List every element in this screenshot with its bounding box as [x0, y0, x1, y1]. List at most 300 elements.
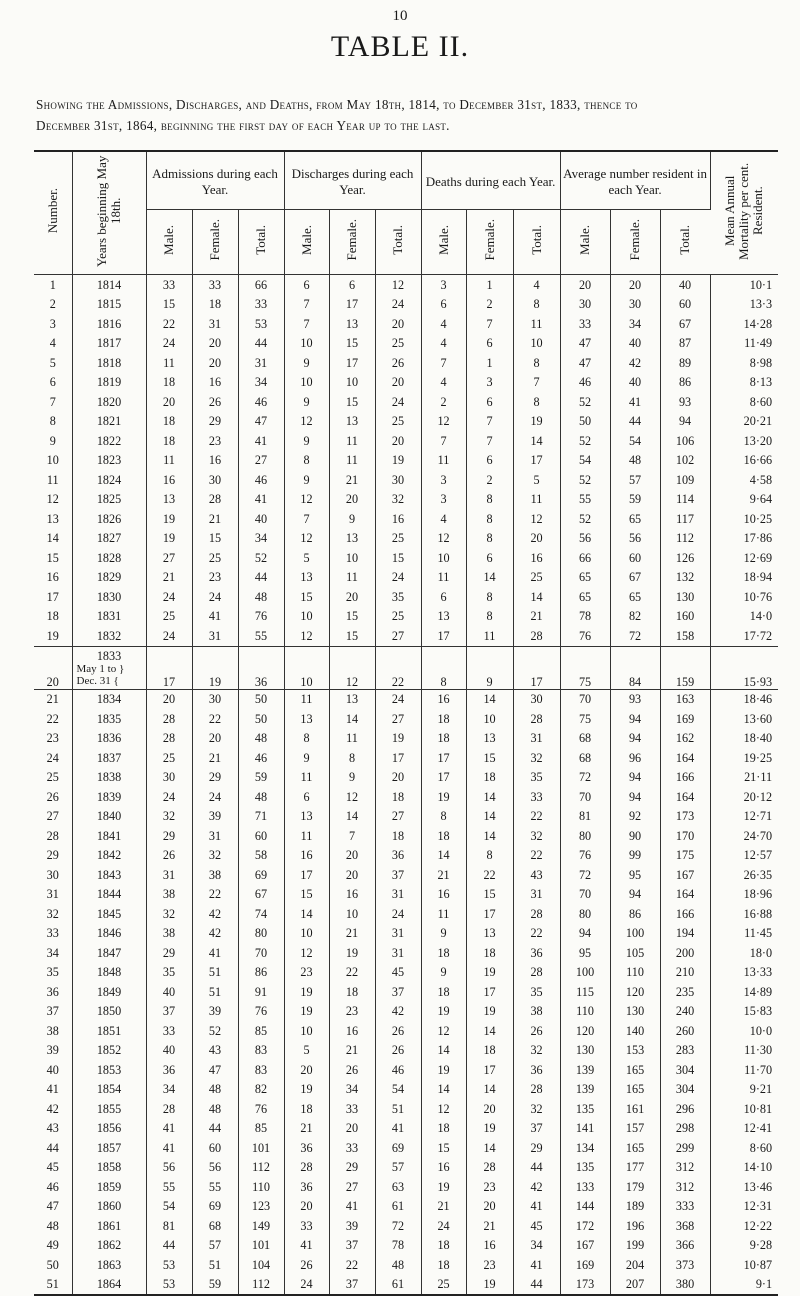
cell-value: 5 — [513, 470, 560, 490]
cell-value: 22 — [192, 885, 238, 905]
cell-value: 48 — [238, 587, 284, 607]
cell-value: 6 — [466, 334, 513, 354]
table-row — [34, 1197, 778, 1217]
cell-year: 1832 — [72, 626, 146, 646]
cell-value: 94 — [560, 924, 610, 944]
cell-value: 9 — [284, 392, 329, 412]
cell-value: 17 — [421, 768, 466, 788]
cell-number: 24 — [34, 748, 72, 768]
cell-number: 11 — [34, 470, 72, 490]
cell-value: 19 — [146, 509, 192, 529]
cell-value: 3 — [421, 490, 466, 510]
cell-value: 20 — [329, 1119, 375, 1139]
cell-year: 1816 — [72, 314, 146, 334]
table-row — [34, 529, 778, 549]
cell-value: 162 — [660, 729, 710, 749]
cell-value: 24 — [192, 587, 238, 607]
cell-value: 19 — [421, 1060, 466, 1080]
cell-value: 13 — [284, 568, 329, 588]
cell-mortality: 20·21 — [743, 414, 773, 429]
cell-value: 140 — [610, 1021, 660, 1041]
cell-value: 19 — [466, 1002, 513, 1022]
cell-value: 8 — [466, 509, 513, 529]
cell-value: 7 — [466, 412, 513, 432]
cell-value: 69 — [375, 1138, 421, 1158]
table-body-1834-1864 — [34, 689, 778, 1295]
cell-value: 24 — [375, 904, 421, 924]
cell-value: 37 — [375, 865, 421, 885]
cell-mortality: 14·28 — [743, 316, 773, 331]
cell-value: 19 — [513, 412, 560, 432]
cell-value: 41 — [329, 1197, 375, 1217]
cell-value: 11 — [329, 431, 375, 451]
cell-mortality: 18·46 — [710, 689, 778, 709]
cell-value: 33 — [238, 295, 284, 315]
cell-value: 74 — [238, 904, 284, 924]
cell-value: 81 — [146, 1216, 192, 1236]
cell-number: 20 — [34, 646, 72, 689]
cell-mortality: 13·20 — [743, 433, 773, 448]
cell-value: 24 — [146, 334, 192, 354]
cell-mortality: 18·94 — [743, 570, 773, 585]
cell-value: 23 — [329, 1002, 375, 1022]
cell-value: 12 — [284, 412, 329, 432]
cell-value: 19 — [284, 982, 329, 1002]
cell-year: 1844 — [72, 885, 146, 905]
cell-value: 8 — [421, 807, 466, 827]
cell-value: 13 — [421, 607, 466, 627]
cell-value: 51 — [192, 963, 238, 983]
cell-value: 169 — [660, 709, 710, 729]
cell-mortality: 10·81 — [743, 1101, 773, 1116]
cell-value: 23 — [192, 568, 238, 588]
cell-value: 16 — [466, 1236, 513, 1256]
cell-value: 19 — [375, 729, 421, 749]
cell-value: 130 — [660, 587, 710, 607]
cell-value: 34 — [329, 1080, 375, 1100]
cell-value: 22 — [329, 1255, 375, 1275]
table-row — [34, 1158, 778, 1178]
cell-value: 86 — [238, 963, 284, 983]
table-row — [34, 607, 778, 627]
cell-number: 47 — [34, 1197, 72, 1217]
cell-value: 36 — [284, 1138, 329, 1158]
cell-value: 8 — [284, 729, 329, 749]
cell-value: 240 — [660, 1002, 710, 1022]
cell-value: 11 — [146, 451, 192, 471]
cell-value: 164 — [660, 787, 710, 807]
cell-value: 112 — [238, 1158, 284, 1178]
table-row — [34, 1080, 778, 1100]
cell-year: 1861 — [72, 1216, 146, 1236]
header-deaths: Deaths during each Year. — [421, 151, 560, 210]
cell-number: 25 — [34, 768, 72, 788]
cell-value: 11 — [329, 451, 375, 471]
cell-number: 29 — [34, 846, 72, 866]
cell-number: 21 — [34, 689, 72, 709]
cell-value: 47 — [560, 353, 610, 373]
cell-value: 20 — [192, 729, 238, 749]
cell-value: 7 — [329, 826, 375, 846]
cell-value: 52 — [238, 548, 284, 568]
cell-mortality: 10·76 — [743, 589, 773, 604]
cell-value: 25 — [375, 412, 421, 432]
cell-value: 135 — [560, 1099, 610, 1119]
header-discharges: Discharges during each Year. — [284, 151, 421, 210]
cell-value: 42 — [192, 924, 238, 944]
cell-value: 94 — [610, 709, 660, 729]
cell-value: 36 — [146, 1060, 192, 1080]
cell-value: 32 — [146, 904, 192, 924]
cell-value: 69 — [192, 1197, 238, 1217]
cell-value: 9 — [329, 768, 375, 788]
cell-value: 41 — [192, 607, 238, 627]
cell-year: 1849 — [72, 982, 146, 1002]
cell-value: 14 — [466, 1021, 513, 1041]
cell-value: 51 — [375, 1099, 421, 1119]
cell-mortality: 11·30 — [744, 1043, 773, 1058]
header-discharges-total: Total. — [375, 210, 421, 275]
cell-year: 1827 — [72, 529, 146, 549]
cell-value: 139 — [560, 1080, 610, 1100]
cell-value: 35 — [375, 587, 421, 607]
cell-mortality: 16·88 — [743, 906, 773, 921]
cell-value: 85 — [238, 1021, 284, 1041]
cell-value: 28 — [513, 904, 560, 924]
cell-value: 26 — [146, 846, 192, 866]
cell-value: 27 — [146, 548, 192, 568]
cell-value: 17 — [146, 646, 192, 689]
cell-value: 25 — [146, 748, 192, 768]
cell-value: 1 — [466, 353, 513, 373]
cell-year: 1838 — [72, 768, 146, 788]
cell-value: 94 — [610, 787, 660, 807]
cell-value: 41 — [146, 1119, 192, 1139]
cell-value: 47 — [238, 412, 284, 432]
cell-value: 30 — [375, 470, 421, 490]
page-number: 10 — [392, 8, 408, 24]
cell-value: 7 — [421, 431, 466, 451]
cell-value: 76 — [238, 607, 284, 627]
cell-mortality: 11·49 — [744, 336, 773, 351]
cell-value: 17 — [329, 353, 375, 373]
cell-year: 1846 — [72, 924, 146, 944]
cell-value: 6 — [284, 787, 329, 807]
cell-value: 161 — [610, 1099, 660, 1119]
header-discharges-male: Male. — [284, 210, 329, 275]
cell-number: 15 — [34, 548, 72, 568]
cell-value: 16 — [421, 689, 466, 709]
cell-value: 53 — [146, 1275, 192, 1296]
cell-value: 24 — [375, 568, 421, 588]
table-row — [34, 1002, 778, 1022]
cell-value: 21 — [421, 1197, 466, 1217]
cell-value: 12 — [421, 1021, 466, 1041]
cell-value: 65 — [610, 509, 660, 529]
cell-year: 1840 — [72, 807, 146, 827]
cell-value: 28 — [513, 1080, 560, 1100]
cell-value: 99 — [610, 846, 660, 866]
cell-value: 114 — [660, 490, 710, 510]
cell-value: 153 — [610, 1041, 660, 1061]
table-row — [34, 295, 778, 315]
cell-value: 40 — [610, 334, 660, 354]
cell-value: 26 — [375, 1021, 421, 1041]
cell-value: 18 — [421, 709, 466, 729]
cell-value: 33 — [146, 1021, 192, 1041]
cell-value: 20 — [375, 314, 421, 334]
cell-value: 33 — [560, 314, 610, 334]
cell-value: 14 — [466, 807, 513, 827]
header-average-total: Total. — [677, 225, 693, 255]
cell-value: 12 — [421, 412, 466, 432]
cell-value: 85 — [238, 1119, 284, 1139]
cell-year: 1847 — [72, 943, 146, 963]
cell-number: 27 — [34, 807, 72, 827]
cell-mortality: 8·98 — [749, 355, 773, 370]
cell-year: 1833 — [96, 648, 122, 663]
cell-mortality: 14·10 — [743, 1160, 773, 1175]
cell-number: 4 — [34, 334, 72, 354]
cell-value: 78 — [560, 607, 610, 627]
cell-value: 21 — [329, 470, 375, 490]
cell-value: 26 — [375, 353, 421, 373]
cell-value: 4 — [421, 334, 466, 354]
cell-value: 18 — [375, 787, 421, 807]
cell-value: 24 — [421, 1216, 466, 1236]
cell-value: 48 — [238, 787, 284, 807]
cell-value: 13 — [329, 529, 375, 549]
cell-value: 52 — [192, 1021, 238, 1041]
cell-value: 6 — [466, 548, 513, 568]
cell-value: 47 — [560, 334, 610, 354]
cell-value: 47 — [192, 1060, 238, 1080]
cell-value: 8 — [284, 451, 329, 471]
cell-value: 42 — [513, 1177, 560, 1197]
cell-mortality: 13·33 — [743, 965, 773, 980]
cell-value: 51 — [192, 982, 238, 1002]
cell-value: 126 — [660, 548, 710, 568]
cell-value: 24 — [375, 295, 421, 315]
cell-value: 38 — [146, 885, 192, 905]
cell-value: 33 — [146, 275, 192, 295]
cell-value: 18 — [421, 729, 466, 749]
cell-value: 165 — [610, 1080, 660, 1100]
cell-number: 37 — [34, 1002, 72, 1022]
cell-value: 18 — [421, 826, 466, 846]
cell-value: 169 — [560, 1255, 610, 1275]
cell-value: 20 — [329, 490, 375, 510]
cell-mortality: 21·11 — [744, 770, 773, 785]
cell-value: 50 — [560, 412, 610, 432]
cell-value: 9 — [284, 470, 329, 490]
cell-value: 133 — [560, 1177, 610, 1197]
cell-value: 160 — [660, 607, 710, 627]
cell-value: 4 — [513, 275, 560, 295]
cell-value: 44 — [610, 412, 660, 432]
table-row — [34, 470, 778, 490]
cell-value: 31 — [375, 885, 421, 905]
cell-value: 18 — [329, 982, 375, 1002]
cell-value: 19 — [284, 1080, 329, 1100]
cell-value: 25 — [513, 568, 560, 588]
cell-value: 18 — [421, 1236, 466, 1256]
cell-value: 56 — [610, 529, 660, 549]
table-row — [34, 509, 778, 529]
cell-value: 60 — [610, 548, 660, 568]
header-admissions-female: Female. — [192, 210, 238, 275]
cell-value: 120 — [610, 982, 660, 1002]
cell-mortality: 17·86 — [743, 531, 773, 546]
cell-mortality: 12·71 — [743, 809, 773, 824]
table-row — [34, 689, 778, 709]
cell-value: 14 — [466, 1138, 513, 1158]
cell-value: 16 — [375, 509, 421, 529]
cell-value: 23 — [284, 963, 329, 983]
cell-value: 163 — [660, 689, 710, 709]
cell-value: 19 — [466, 1119, 513, 1139]
cell-value: 17 — [466, 982, 513, 1002]
cell-value: 12 — [329, 787, 375, 807]
cell-value: 104 — [238, 1255, 284, 1275]
cell-year: 1820 — [72, 392, 146, 412]
cell-value: 54 — [375, 1080, 421, 1100]
cell-value: 80 — [560, 904, 610, 924]
cell-year: 1854 — [72, 1080, 146, 1100]
cell-value: 8 — [466, 846, 513, 866]
cell-value: 17 — [466, 904, 513, 924]
cell-value: 66 — [560, 548, 610, 568]
cell-value: 50 — [238, 709, 284, 729]
cell-value: 373 — [660, 1255, 710, 1275]
cell-year: 1828 — [72, 548, 146, 568]
cell-year: 1853 — [72, 1060, 146, 1080]
cell-value: 20 — [610, 275, 660, 295]
cell-value: 134 — [560, 1138, 610, 1158]
table-row — [34, 548, 778, 568]
cell-value: 70 — [560, 787, 610, 807]
cell-mortality: 10·1 — [710, 275, 778, 295]
cell-value: 25 — [375, 334, 421, 354]
cell-value: 95 — [610, 865, 660, 885]
cell-value: 10 — [284, 646, 329, 689]
cell-value: 36 — [513, 1060, 560, 1080]
cell-value: 40 — [146, 1041, 192, 1061]
cell-value: 18 — [146, 431, 192, 451]
cell-value: 28 — [513, 709, 560, 729]
table-row — [34, 1099, 778, 1119]
cell-mortality: 12·57 — [743, 848, 773, 863]
cell-value: 298 — [660, 1119, 710, 1139]
cell-value: 16 — [421, 885, 466, 905]
cell-value: 44 — [192, 1119, 238, 1139]
table-row — [34, 568, 778, 588]
cell-value: 22 — [513, 807, 560, 827]
cell-value: 26 — [329, 1060, 375, 1080]
cell-value: 46 — [238, 392, 284, 412]
cell-value: 18 — [466, 1041, 513, 1061]
cell-mortality: 9·28 — [749, 1238, 773, 1253]
cell-value: 33 — [192, 275, 238, 295]
cell-value: 11 — [284, 826, 329, 846]
cell-value: 22 — [192, 709, 238, 729]
cell-value: 8 — [513, 392, 560, 412]
cell-number: 7 — [34, 392, 72, 412]
cell-value: 68 — [560, 729, 610, 749]
cell-value: 40 — [238, 509, 284, 529]
cell-year: 1843 — [72, 865, 146, 885]
cell-value: 368 — [660, 1216, 710, 1236]
cell-value: 28 — [192, 490, 238, 510]
cell-value: 44 — [238, 568, 284, 588]
cell-number: 1 — [34, 275, 72, 295]
cell-value: 27 — [238, 451, 284, 471]
cell-year: 1830 — [72, 587, 146, 607]
table-row — [34, 826, 778, 846]
cell-value: 10 — [421, 548, 466, 568]
cell-value: 42 — [375, 1002, 421, 1022]
cell-value: 46 — [560, 373, 610, 393]
cell-value: 32 — [192, 846, 238, 866]
cell-value: 17 — [329, 295, 375, 315]
cell-value: 21 — [421, 865, 466, 885]
cell-value: 101 — [238, 1138, 284, 1158]
cell-value: 299 — [660, 1138, 710, 1158]
cell-year: 1855 — [72, 1099, 146, 1119]
cell-value: 82 — [238, 1080, 284, 1100]
table-row — [34, 709, 778, 729]
cell-value: 15 — [421, 1138, 466, 1158]
cell-number: 41 — [34, 1080, 72, 1100]
cell-value: 10 — [284, 607, 329, 627]
cell-value: 210 — [660, 963, 710, 983]
cell-value: 21 — [192, 509, 238, 529]
header-average-male: Male. — [560, 210, 610, 275]
cell-value: 67 — [660, 314, 710, 334]
cell-value: 14 — [421, 846, 466, 866]
cell-number: 43 — [34, 1119, 72, 1139]
cell-year: 1824 — [72, 470, 146, 490]
period-line-1: May 1 to } — [76, 662, 125, 675]
cell-value: 8 — [466, 490, 513, 510]
table-row — [34, 314, 778, 334]
cell-number: 18 — [34, 607, 72, 627]
header-mortality: Mean Annual Mortality per cent. Resident. — [722, 162, 766, 260]
cell-value: 55 — [560, 490, 610, 510]
cell-value: 9 — [329, 509, 375, 529]
cell-value: 139 — [560, 1060, 610, 1080]
cell-value: 130 — [560, 1041, 610, 1061]
cell-number: 2 — [34, 295, 72, 315]
cell-value: 36 — [284, 1177, 329, 1197]
cell-value: 24 — [146, 787, 192, 807]
cell-mortality: 12·69 — [743, 550, 773, 565]
cell-value: 3 — [421, 275, 466, 295]
cell-value: 42 — [610, 353, 660, 373]
cell-number: 3 — [34, 314, 72, 334]
cell-value: 10 — [329, 904, 375, 924]
table-row — [34, 1119, 778, 1139]
cell-value: 20 — [146, 392, 192, 412]
cell-mortality: 8·13 — [749, 375, 773, 390]
table-body-1814-1832 — [34, 275, 778, 647]
cell-value: 11 — [421, 568, 466, 588]
cell-value: 16 — [421, 1158, 466, 1178]
cell-value: 76 — [560, 846, 610, 866]
cell-value: 24 — [375, 689, 421, 709]
cell-value: 20 — [329, 846, 375, 866]
cell-value: 40 — [146, 982, 192, 1002]
